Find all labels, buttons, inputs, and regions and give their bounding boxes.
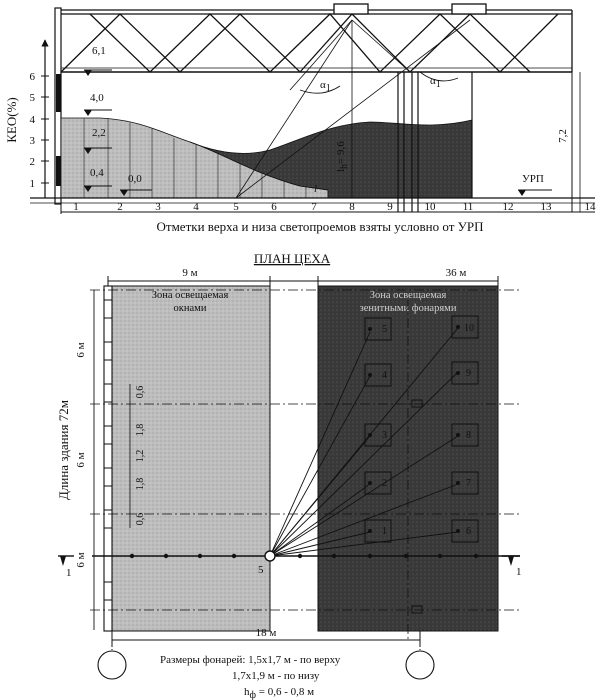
x-tick-label: 7 xyxy=(311,201,317,213)
section-view xyxy=(4,4,596,234)
skylight-number: 6 xyxy=(466,526,471,537)
calc-point-label: 5 xyxy=(258,564,264,576)
x-tick-label: 3 xyxy=(155,201,161,213)
dim-label: 6 м xyxy=(75,452,87,468)
y-ticks xyxy=(30,71,50,190)
section-mark-label: 1 xyxy=(516,566,522,578)
y-tick-label: 3 xyxy=(29,135,35,147)
window-dim: 0,6 xyxy=(135,512,146,526)
x-tick-label: 11 xyxy=(462,201,474,213)
angle-label: α1 xyxy=(430,75,441,90)
height-label: 7,2 xyxy=(557,129,569,143)
x-tick-label: 14 xyxy=(584,201,596,213)
level-label: 0,0 xyxy=(128,173,142,185)
zone-skylights-label: Зона освещаемая xyxy=(369,290,447,301)
zone-skylights-label: зенитными фонарями xyxy=(359,303,457,314)
lh-label: lh= 9,6 xyxy=(335,141,350,172)
section-mark-left xyxy=(58,556,74,579)
y-tick-label: 2 xyxy=(29,156,35,168)
dim-label: 6 м xyxy=(75,342,87,358)
window-dim: 1,8 xyxy=(135,477,146,491)
x-tick-label: 4 xyxy=(193,201,199,213)
window-dim: 1,2 xyxy=(135,449,146,463)
x-tick-label: 6 xyxy=(271,201,277,213)
x-tick-label: 5 xyxy=(233,201,239,213)
y-tick-label: 1 xyxy=(29,178,35,190)
section-caption: Отметки верха и низа светопроемов взяты условно от УРП xyxy=(156,219,484,234)
note-line: 1,7х1,9 м - по низу xyxy=(232,670,320,682)
y-axis-label: КЕО(%) xyxy=(4,97,19,143)
level-label: 2,2 xyxy=(92,127,106,139)
note-line: Размеры фонарей: 1,5х1,7 м - по верху xyxy=(160,654,341,666)
y-tick-label: 4 xyxy=(29,114,35,126)
window-dim: 0,6 xyxy=(135,385,146,399)
skylight-number: 4 xyxy=(382,370,387,381)
zone-windows-label: окнами xyxy=(173,303,207,314)
x-tick-label: 9 xyxy=(387,201,393,213)
level-label: 0,4 xyxy=(90,167,104,179)
window-lower xyxy=(56,156,61,186)
window-upper xyxy=(56,74,61,112)
note-line: hф = 0,6 - 0,8 м xyxy=(244,686,315,700)
zone-windows-label: Зона освещаемая xyxy=(151,290,229,301)
level-label: 6,1 xyxy=(92,45,106,57)
x-tick-label: 1 xyxy=(73,201,79,213)
dim-label: 6 м xyxy=(75,552,87,568)
angle-label: α1 xyxy=(320,79,331,94)
skylight-number: 2 xyxy=(382,478,387,489)
skylight-number: 7 xyxy=(466,478,471,489)
x-tick-label: 12 xyxy=(502,201,514,213)
roof-truss xyxy=(61,4,572,72)
dim-label: 36 м xyxy=(445,267,467,279)
plan-title: ПЛАН ЦЕХА xyxy=(253,251,331,266)
skylight-number: 5 xyxy=(382,324,387,335)
plan-view xyxy=(56,251,522,700)
skylight-number: 10 xyxy=(464,323,474,334)
plan-wall xyxy=(104,286,112,631)
x-tick-label: 13 xyxy=(540,201,552,213)
axis-circle xyxy=(406,651,434,679)
axis-circle xyxy=(98,651,126,679)
l-label: l xyxy=(314,183,318,195)
skylight-number: 8 xyxy=(466,430,471,441)
skylight-number: 9 xyxy=(466,368,471,379)
y-tick-label: 5 xyxy=(29,92,35,104)
building-length-label: Длина здания 72м xyxy=(56,400,71,500)
urp-label: УРП xyxy=(522,173,544,185)
y-tick-label: 6 xyxy=(29,71,35,83)
dim-label: 18 м xyxy=(255,627,277,639)
dim-label: 9 м xyxy=(182,267,198,279)
level-label: 4,0 xyxy=(90,92,104,104)
x-tick-label: 8 xyxy=(349,201,355,213)
window-dim: 1,8 xyxy=(135,423,146,437)
skylight-number: 3 xyxy=(382,430,387,441)
section-mark-right xyxy=(502,556,522,578)
section-mark-label: 1 xyxy=(66,567,72,579)
x-tick-label: 10 xyxy=(424,201,436,213)
skylight-number: 1 xyxy=(382,526,387,537)
x-tick-label: 2 xyxy=(117,201,123,213)
calc-point xyxy=(265,551,275,561)
